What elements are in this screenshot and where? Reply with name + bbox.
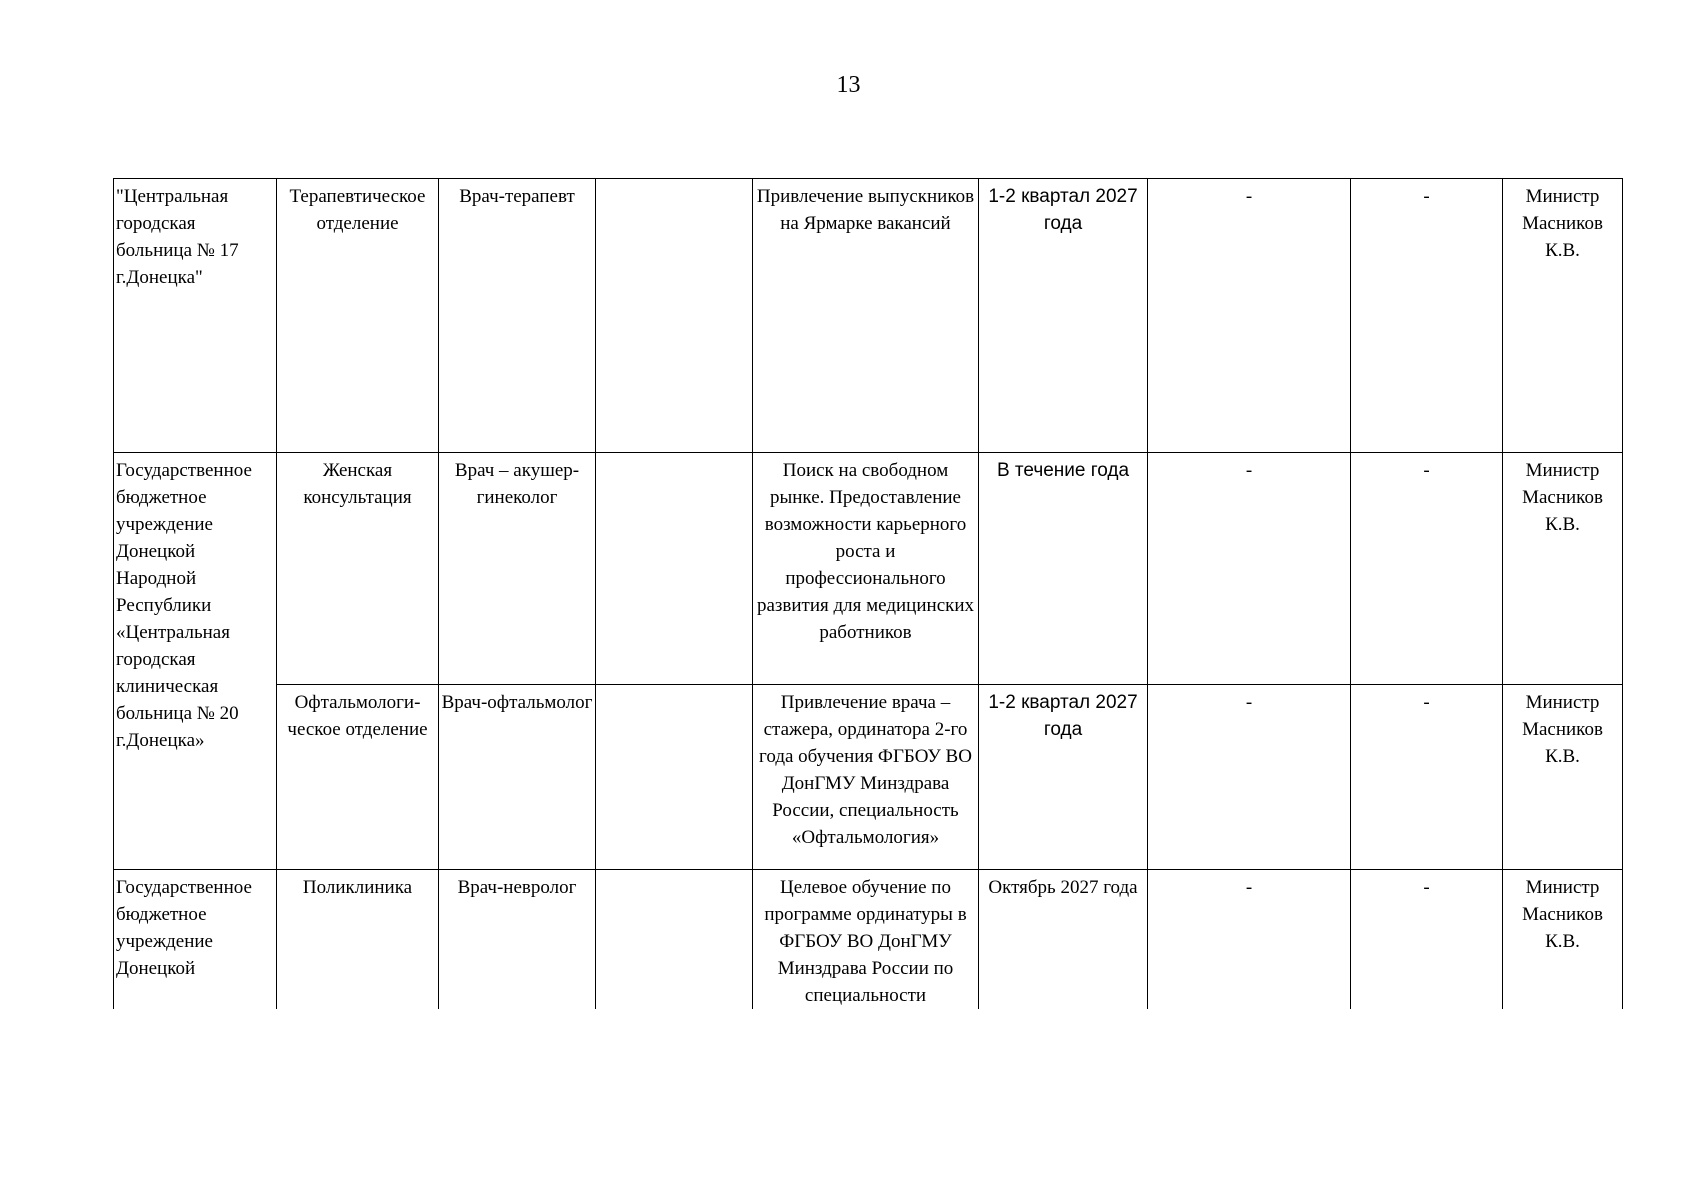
institution-cell: Государственное бюджетное учреждение Донецкой Народной Республики «Центральная городская клиническая больница № 20 г.Донецка» — [114, 453, 277, 870]
table-row — [114, 179, 1623, 453]
position-cell: Врач-терапевт — [439, 179, 596, 453]
col7-cell: - — [1148, 870, 1351, 1010]
institution-cell: "Центральная городская больница № 17 г.Донецка" — [114, 179, 277, 453]
col8-cell: - — [1351, 870, 1503, 1010]
measure-cell: Поиск на свободном рынке. Предоставление возможности карьерного роста и профессионального развития для медицинских работников — [753, 453, 979, 685]
period-cell: 1-2 квартал 2027 года — [979, 179, 1148, 453]
col7-cell: - — [1148, 179, 1351, 453]
table-row — [114, 870, 1623, 1010]
position-cell: Врач-офтальмолог — [439, 685, 596, 870]
col7-cell: - — [1148, 453, 1351, 685]
responsible-cell: Министр Масников К.В. — [1503, 685, 1623, 870]
plan-table — [113, 178, 1623, 1009]
blank-cell — [596, 685, 753, 870]
department-cell: Поликлиника — [277, 870, 439, 1010]
responsible-cell: Министр Масников К.В. — [1503, 453, 1623, 685]
position-cell: Врач-невролог — [439, 870, 596, 1010]
table-row — [114, 685, 1623, 870]
col8-cell: - — [1351, 453, 1503, 685]
blank-cell — [596, 453, 753, 685]
period-cell: Октябрь 2027 года — [979, 870, 1148, 1010]
department-cell: Женская консультация — [277, 453, 439, 685]
period-cell: 1-2 квартал 2027 года — [979, 685, 1148, 870]
department-cell: Терапевтическое отделение — [277, 179, 439, 453]
col8-cell: - — [1351, 685, 1503, 870]
institution-cell: Государственное бюджетное учреждение Донецкой — [114, 870, 277, 1010]
measure-cell: Привлечение врача – стажера, ординатора 2-го года обучения ФГБОУ ВО ДонГМУ Минздрава России, специальность «Офтальмология» — [753, 685, 979, 870]
col8-cell: - — [1351, 179, 1503, 453]
responsible-cell: Министр Масников К.В. — [1503, 870, 1623, 1010]
position-cell: Врач – акушер-гинеколог — [439, 453, 596, 685]
col7-cell: - — [1148, 685, 1351, 870]
department-cell: Офтальмологи-ческое отделение — [277, 685, 439, 870]
table-row — [114, 453, 1623, 685]
blank-cell — [596, 179, 753, 453]
blank-cell — [596, 870, 753, 1010]
measure-cell: Привлечение выпускников на Ярмарке вакансий — [753, 179, 979, 453]
measure-cell: Целевое обучение по программе ординатуры в ФГБОУ ВО ДонГМУ Минздрава России по специальности — [753, 870, 979, 1010]
page-number: 13 — [836, 72, 861, 98]
responsible-cell: Министр Масников К.В. — [1503, 179, 1623, 453]
period-cell: В течение года — [979, 453, 1148, 685]
